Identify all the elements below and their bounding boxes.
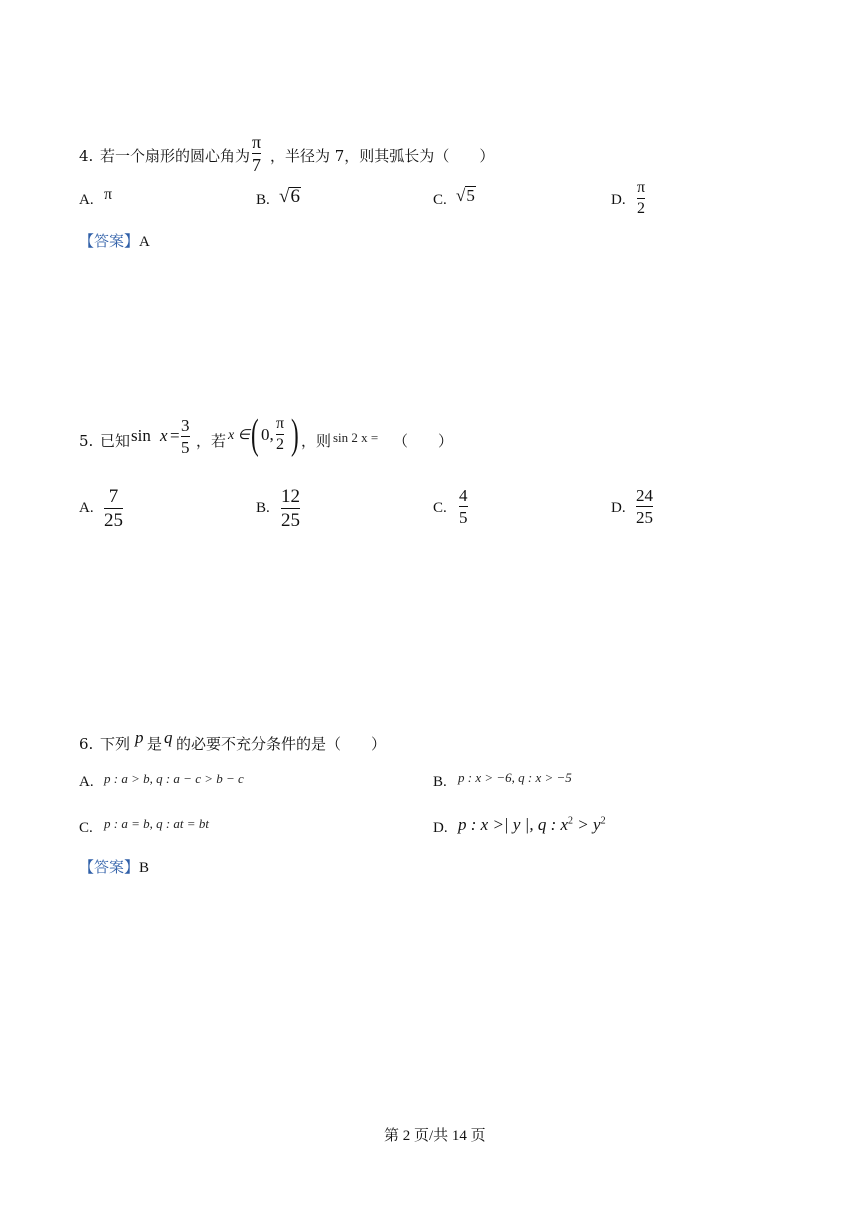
q5-sin: sin [131, 426, 151, 445]
q6-stem-3: 的必要不充分条件的是（ ） [176, 735, 387, 753]
q5-stem-1: 已知 [100, 432, 131, 450]
q5-option-c-label: C. [433, 500, 447, 516]
q4-frac-bar [252, 153, 261, 154]
q6-option-d-sup-1: 2 [568, 815, 574, 827]
q4-answer-bracket: 【答案】 [79, 232, 140, 250]
q5-interval-zero: 0, [261, 425, 274, 444]
q4-fraction [252, 133, 261, 174]
q4-option-d-label: D. [611, 192, 626, 208]
page-footer: 第 2 页/共 14 页 [384, 1128, 486, 1144]
q5-interval-fraction [276, 416, 284, 453]
q4-frac-den: 7 [252, 155, 262, 176]
q5-stem-2: ，若 [196, 432, 227, 450]
q6-option-a-expr: p : a > b, q : a − c > b − c [104, 771, 244, 786]
q4-option-a-value: π [104, 186, 113, 203]
q5-option-b-fraction [281, 487, 300, 530]
q6-option-a-label: A. [79, 774, 94, 790]
q6-q: q [164, 728, 173, 747]
q4-option-b-label: B. [256, 192, 270, 208]
q4-option-d-bar [637, 198, 645, 199]
q6-stem-1: 下列 [100, 735, 131, 753]
q6-option-b-expr: p : x > −6, q : x > −5 [458, 770, 572, 785]
q6-number: 6. [79, 735, 94, 753]
q4-option-d-num: π [637, 179, 646, 196]
q5-stem-3: ，则 [301, 432, 332, 450]
q4-answer-value: A [139, 234, 150, 250]
q5-option-a-label: A. [79, 500, 94, 516]
q5-option-b-label: B. [256, 500, 270, 516]
q5-option-c-fraction [459, 487, 468, 526]
q4-option-d-fraction [637, 180, 645, 217]
q4-option-b-sqrt: √6 [279, 186, 300, 207]
q5-option-a-den: 25 [104, 510, 123, 532]
q6-option-d-sup-2: 2 [600, 815, 606, 827]
q4-option-c-label: C. [433, 192, 447, 208]
q5-stem-4: （ ） [393, 432, 454, 450]
q5-option-d-num: 24 [636, 486, 653, 505]
q4-answer [79, 231, 150, 252]
q5-x-in: x ∈ [228, 428, 250, 443]
q5-frac-bar [181, 436, 190, 437]
q4-option-c-radicand: 5 [466, 186, 475, 205]
q5-fraction [181, 417, 190, 456]
q5-left-paren: ( [251, 412, 259, 458]
q5-option-d-den: 25 [636, 508, 653, 528]
q6-option-c-expr: p : a = b, q : at = bt [104, 816, 209, 831]
q6-p: p [135, 728, 144, 747]
q6-stem-2: 是 [147, 735, 163, 753]
q4-option-b-radicand: 6 [290, 186, 300, 207]
q6-option-d-expr [458, 815, 606, 835]
q6-option-d-label: D. [433, 820, 448, 836]
q5-option-b-bar [281, 508, 300, 509]
q4-number: 4. [79, 147, 94, 165]
q5-right-paren: ) [291, 412, 299, 458]
q5-frac-num: 3 [181, 416, 190, 435]
q6-option-b-label: B. [433, 774, 447, 790]
q6-answer-bracket: 【答案】 [79, 858, 140, 876]
q6-answer [79, 857, 149, 878]
q5-interval-bar [276, 434, 284, 435]
q6-option-c-label: C. [79, 820, 93, 836]
q5-frac-den: 5 [181, 438, 190, 458]
q5-interval-num: π [276, 415, 285, 432]
q4-option-c-sqrt: √5 [456, 186, 475, 205]
q5-option-a-num: 7 [108, 486, 119, 507]
q5-option-d-fraction [636, 487, 653, 526]
q5-number: 5. [79, 432, 94, 450]
q5-option-c-bar [459, 506, 468, 507]
q5-option-b-den: 25 [281, 510, 300, 532]
q5-option-a-fraction [104, 487, 123, 530]
q5-option-c-den: 5 [459, 508, 468, 528]
q5-option-d-label: D. [611, 500, 626, 516]
q6-answer-value: B [139, 860, 150, 876]
q4-frac-num: π [252, 132, 262, 152]
q4-option-a-label: A. [79, 192, 94, 208]
q5-var-x: x [160, 426, 168, 445]
q5-option-b-num: 12 [281, 486, 300, 507]
q5-eq: = [170, 426, 180, 445]
q5-option-a-bar [104, 508, 123, 509]
q5-sin2x: sin 2 x = [333, 430, 379, 445]
q5-option-c-num: 4 [459, 486, 468, 505]
q5-option-d-bar [636, 506, 653, 507]
q4-stem-before: 若一个扇形的圆心角为 [100, 147, 251, 165]
q6-option-d-part-2: > y [573, 815, 601, 834]
q4-stem-after: ，半径为 7，则其弧长为（ ） [270, 147, 495, 165]
q6-option-d-part-1: p : x >| y |, q : x [458, 815, 569, 834]
q4-option-d-den: 2 [637, 200, 646, 218]
q5-interval-den: 2 [276, 436, 285, 454]
